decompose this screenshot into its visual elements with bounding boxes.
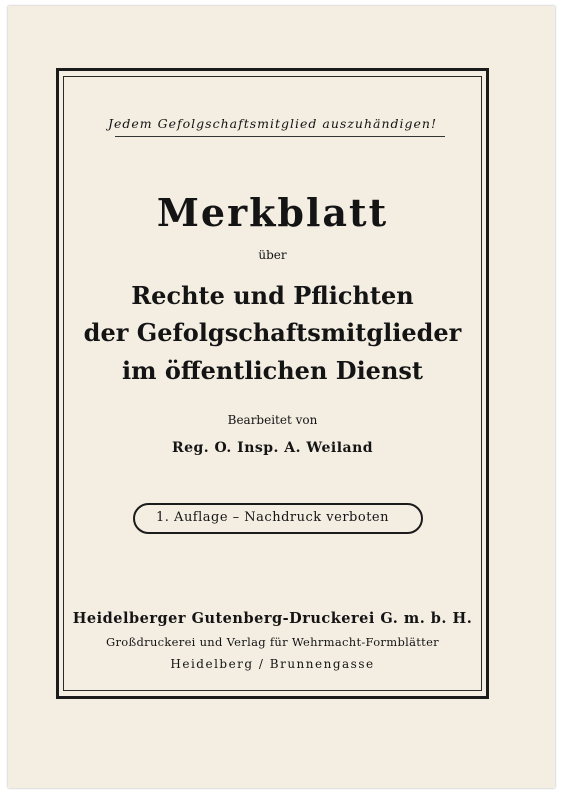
title-connector: über <box>258 248 287 262</box>
author-name: Reg. O. Insp. A. Weiland <box>171 440 374 456</box>
edited-by-label: Bearbeitet von <box>227 413 318 427</box>
subtitle-line-3: im öffentlichen Dienst <box>122 356 423 385</box>
edition-notice: 1. Auflage – Nachdruck verboten <box>156 510 389 525</box>
publisher-description: Großdruckerei und Verlag für Wehrmacht-Formblätter <box>106 635 439 649</box>
subtitle-line-2: der Gefolgschaftsmitglieder <box>83 318 462 347</box>
publisher-name: Heidelberger Gutenberg-Druckerei G. m. b. H. <box>72 610 473 627</box>
publisher-location: Heidelberg / Brunnengasse <box>170 657 375 671</box>
subtitle-line-1: Rechte und Pflichten <box>131 281 414 310</box>
notice-underline <box>115 136 445 137</box>
document-title: Merkblatt <box>156 190 389 235</box>
distribution-notice: Jedem Gefolgschaftsmitglied auszuhändigen! <box>108 116 437 131</box>
